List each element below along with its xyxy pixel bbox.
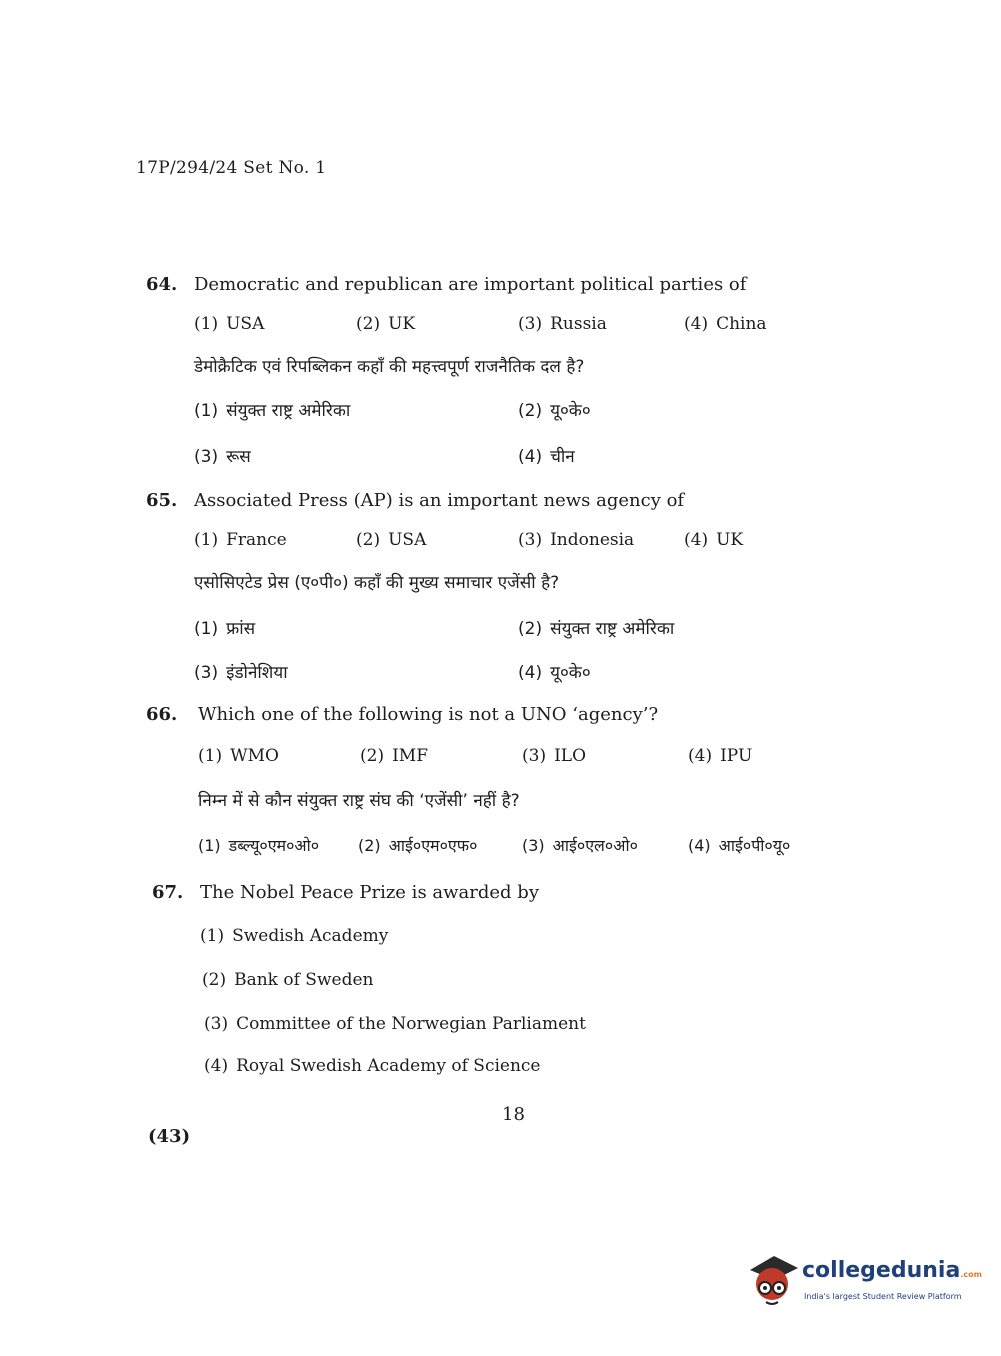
option-text: संयुक्त राष्ट्र अमेरिका [226, 401, 351, 421]
brand-suffix: .com [960, 1270, 982, 1279]
question-text-en: Which one of the following is not a UNO ‘agency’? [198, 704, 659, 725]
question-number: 65. [146, 490, 178, 511]
question-text-en: Associated Press (AP) is an important news agency of [194, 490, 685, 511]
option-number: (3) [518, 530, 543, 550]
option-text: फ्रांस [226, 619, 256, 639]
option-number: (1) [194, 530, 219, 550]
option-number: (3) [518, 314, 543, 334]
option-text: UK [716, 530, 744, 550]
option-text: आई०एम०एफ० [388, 836, 478, 855]
question-number: 64. [146, 274, 178, 295]
option-text: IPU [720, 746, 753, 766]
option-text: Bank of Sweden [234, 970, 374, 990]
question-text-en: Democratic and republican are important political parties of [194, 274, 747, 295]
option-number: (2) [518, 401, 543, 421]
option-text: WMO [230, 746, 279, 766]
option-text: डब्ल्यू०एम०ओ० [228, 836, 320, 855]
option-number: (4) [688, 836, 711, 855]
question-number: 66. [146, 704, 178, 725]
option-number: (1) [198, 746, 223, 766]
mascot-icon [744, 1250, 800, 1312]
option-number: (1) [194, 314, 219, 334]
option-number: (4) [518, 447, 543, 467]
option-number: (3) [522, 746, 547, 766]
option-3 [204, 1014, 586, 1034]
option-text: आई०पी०यू० [718, 836, 791, 855]
option-text: आई०एल०ओ० [552, 836, 638, 855]
option-text: यू०के० [550, 663, 591, 683]
option-text: Indonesia [550, 530, 635, 550]
option-4 [204, 1056, 541, 1076]
collegedunia-watermark [744, 1250, 982, 1312]
option-number: (2) [358, 836, 381, 855]
option-text: Russia [550, 314, 607, 334]
question-text-hi: निम्न में से कौन संयुक्त राष्ट्र संघ की ‘एजेंसी’ नहीं है? [198, 791, 520, 811]
option-text: संयुक्त राष्ट्र अमेरिका [550, 619, 675, 639]
option-number: (3) [194, 663, 219, 683]
option-number: (4) [518, 663, 543, 683]
option-text: USA [388, 530, 427, 550]
option-text: Swedish Academy [232, 926, 389, 946]
option-number: (2) [360, 746, 385, 766]
brand-tagline: India's largest Student Review Platform [804, 1292, 962, 1301]
option-text: ILO [554, 746, 587, 766]
option-text: UK [388, 314, 416, 334]
option-number: (1) [194, 619, 219, 639]
paper-code-header: 17P/294/24 Set No. 1 [136, 158, 327, 178]
question-text-hi: एसोसिएटेड प्रेस (ए०पी०) कहाँ की मुख्य समाचार एजेंसी है? [194, 573, 560, 593]
option-number: (2) [356, 530, 381, 550]
option-2 [202, 970, 373, 990]
option-number: (3) [522, 836, 545, 855]
option-text: Royal Swedish Academy of Science [236, 1056, 541, 1076]
option-number: (4) [204, 1056, 229, 1076]
option-text: IMF [392, 746, 429, 766]
option-text: इंडोनेशिया [226, 663, 288, 683]
option-number: (3) [194, 447, 219, 467]
option-number: (4) [684, 530, 709, 550]
option-text: USA [226, 314, 265, 334]
option-text: France [226, 530, 287, 550]
option-text: China [716, 314, 767, 334]
option-1 [200, 926, 388, 946]
option-text: Committee of the Norwegian Parliament [236, 1014, 586, 1034]
question-number: 67. [152, 882, 184, 903]
page-number: 18 [502, 1104, 525, 1125]
question-text-en: The Nobel Peace Prize is awarded by [200, 882, 539, 903]
question-text-hi: डेमोक्रैटिक एवं रिपब्लिकन कहाँ की महत्त्वपूर्ण राजनैतिक दल है? [194, 357, 585, 377]
option-number: (4) [688, 746, 713, 766]
option-number: (4) [684, 314, 709, 334]
option-text: यू०के० [550, 401, 591, 421]
option-number: (1) [200, 926, 225, 946]
option-number: (2) [518, 619, 543, 639]
option-number: (1) [198, 836, 221, 855]
option-number: (3) [204, 1014, 229, 1034]
booklet-code: (43) [148, 1126, 191, 1147]
brand-name: collegedunia.com [802, 1258, 982, 1283]
option-number: (2) [202, 970, 227, 990]
option-text: चीन [550, 447, 575, 467]
option-number: (2) [356, 314, 381, 334]
option-number: (1) [194, 401, 219, 421]
option-text: रूस [226, 447, 251, 467]
